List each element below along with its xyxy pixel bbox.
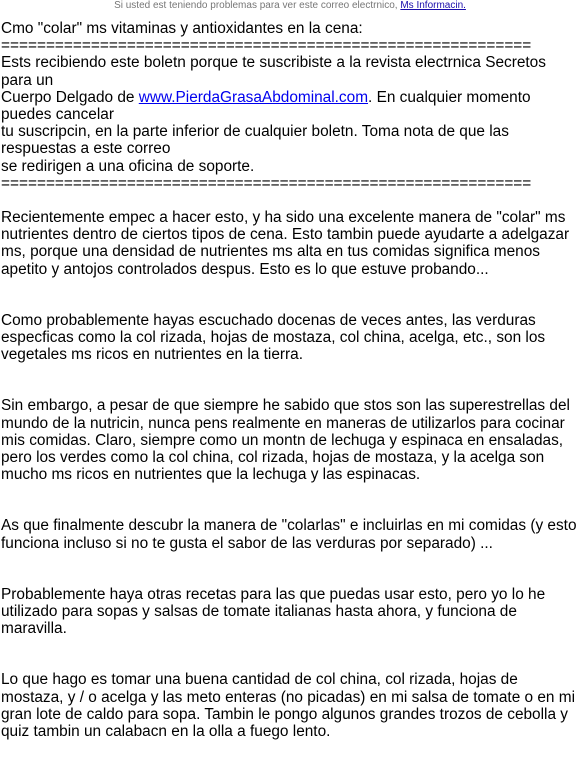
notice-line: se redirigen a una oficina de soporte. (1, 157, 255, 175)
notice-line: Ests recibiendo este boletn porque te suscribiste a la revista electrnica Secretos (1, 54, 546, 72)
separator-bottom: =========================================================== (1, 174, 532, 192)
paragraph-line: gran lote de caldo para sopa. Tambin le pongo algunos grandes trozos de cebolla y (1, 705, 568, 723)
paragraph-line: maravilla. (1, 620, 67, 638)
paragraph-4 (1, 517, 579, 551)
notice-line (1, 89, 579, 106)
paragraph-line: especficas como la col rizada, hojas de mostaza, col china, acelga, etc., son los (1, 329, 546, 347)
paragraph-line: Probablemente haya otras recetas para las que puedas usar esto, pero yo lo he (1, 585, 546, 603)
paragraph-6 (1, 671, 579, 740)
paragraph-line: mis comidas. Claro, siempre como un montn de lechuga y espinaca en ensaladas, (1, 431, 564, 449)
paragraph-line: apetito y antojos controlados despus. Esto es lo que estuve probando... (1, 260, 489, 278)
paragraph-line: quiz tambin un calabacn en la olla a fuego lento. (1, 723, 331, 741)
site-link[interactable]: www.PierdaGrasaAbdominal.com (138, 88, 369, 106)
subscription-notice (1, 54, 579, 174)
view-problem-text: Si usted est teniendo problemas para ver este correo electrnico, (114, 0, 401, 11)
paragraph-line: mucho ms ricos en nutrientes que la lechuga y las espinacas. (1, 466, 421, 484)
separator-top: =========================================================== (1, 37, 532, 55)
paragraph-line: Como probablemente hayas escuchado docenas de veces antes, las verduras (1, 311, 536, 329)
paragraph-line: Sin embargo, a pesar de que siempre he sabido que stos son las superestrellas del (1, 397, 570, 415)
paragraph-line: mostaza, y / o acelga y las meto enteras (no picadas) en mi salsa de tomate o en mi (1, 688, 576, 706)
paragraph-3 (1, 397, 579, 483)
paragraph-5 (1, 586, 579, 638)
paragraph-line: utilizado para sopas y salsas de tomate italianas hasta ahora, y funciona de (1, 603, 517, 621)
view-problem-notice (0, 0, 580, 12)
more-info-link[interactable]: Ms Informacin. (400, 0, 466, 11)
notice-line: puedes cancelar (1, 106, 114, 124)
paragraph-1 (1, 209, 579, 278)
paragraph-line: As que finalmente descubr la manera de "colarlas" e incluirlas en mi comidas (y esto (1, 517, 577, 535)
paragraph-line: funciona incluso si no te gusta el sabor de las verduras por separado) ... (1, 534, 493, 552)
paragraph-line: mundo de la nutricin, nunca pens realmente en maneras de utilizarlos para cocinar (1, 414, 565, 432)
paragraph-line: Lo que hago es tomar una buena cantidad de col china, col rizada, hojas de (1, 671, 518, 689)
paragraph-2 (1, 312, 579, 364)
paragraph-line: Recientemente empec a hacer esto, y ha sido una excelente manera de "colar" ms (1, 209, 566, 227)
paragraph-line: vegetales ms ricos en nutrientes en la tierra. (1, 346, 303, 364)
notice-text: Cuerpo Delgado de (1, 88, 139, 106)
paragraph-line: nutrientes dentro de ciertos tipos de cena. Esto tambin puede ayudarte a adelgazar (1, 226, 570, 244)
notice-line: respuestas a este correo (1, 140, 171, 158)
notice-line: tu suscripcin, en la parte inferior de cualquier boletn. Toma nota de que las (1, 123, 509, 141)
notice-line: para un (1, 71, 54, 89)
email-title: Cmo "colar" ms vitaminas y antioxidantes en la cena: (1, 20, 363, 37)
notice-text: . En cualquier momento (368, 88, 531, 106)
paragraph-line: ms, porque una densidad de nutrientes ms alta en tus comidas significa menos (1, 243, 540, 261)
paragraph-line: pero los verdes como la col china, col rizada, hojas de mostaza, y la acelga son (1, 449, 545, 467)
email-body (1, 20, 579, 740)
